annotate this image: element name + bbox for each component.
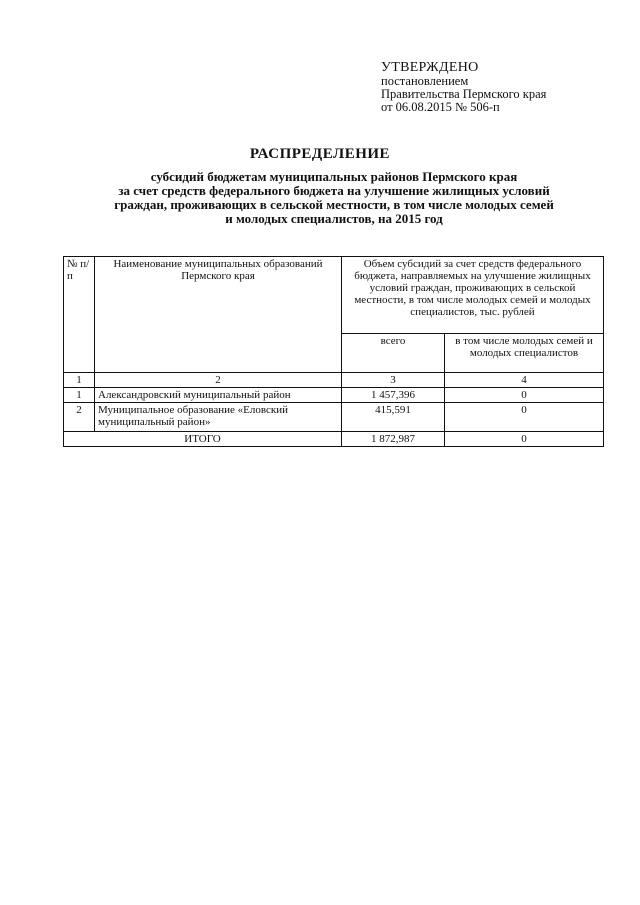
document-subtitle xyxy=(60,170,608,226)
distribution-table xyxy=(63,256,604,447)
approval-line-government: Правительства Пермского края xyxy=(381,87,547,101)
column-number: 4 xyxy=(445,373,604,388)
row-num: 2 xyxy=(64,403,95,432)
row-name: Александровский муниципальный район xyxy=(95,388,342,403)
subtitle-line-3: граждан, проживающих в сельской местности, в том числе молодых семей xyxy=(114,197,554,212)
total-young: 0 xyxy=(445,432,604,447)
row-young: 0 xyxy=(445,388,604,403)
row-total: 1 457,396 xyxy=(342,388,445,403)
table-row xyxy=(64,403,604,432)
header-volume: Объем субсидий за счет средств федерального бюджета, направляемых на улучшение жилищных условий граждан, проживающих в сельской местности, в том числе молодых семей и молодых специалистов, тыс. рублей xyxy=(342,257,604,334)
column-number: 2 xyxy=(95,373,342,388)
column-number: 3 xyxy=(342,373,445,388)
row-young: 0 xyxy=(445,403,604,432)
total-label: ИТОГО xyxy=(64,432,342,447)
column-number: 1 xyxy=(64,373,95,388)
document-title: РАСПРЕДЕЛЕНИЕ xyxy=(249,146,391,162)
row-total: 415,591 xyxy=(342,403,445,432)
subtitle-line-4: и молодых специалистов, на 2015 год xyxy=(225,211,443,226)
column-number-row xyxy=(64,373,604,388)
approval-heading: УТВЕРЖДЕНО xyxy=(381,60,479,75)
row-name: Муниципальное образование «Еловский муниципальный район» xyxy=(95,403,342,432)
table-header-row xyxy=(64,257,604,334)
approval-line-date: от 06.08.2015 № 506-п xyxy=(381,100,500,114)
subtitle-line-1: субсидий бюджетам муниципальных районов Пермского края xyxy=(150,169,518,184)
row-num: 1 xyxy=(64,388,95,403)
table-row xyxy=(64,388,604,403)
header-total: всего xyxy=(342,334,445,373)
subtitle-line-2: за счет средств федерального бюджета на улучшение жилищных условий xyxy=(118,183,550,198)
total-sum: 1 872,987 xyxy=(342,432,445,447)
approval-stamp xyxy=(381,60,621,114)
table-total-row xyxy=(64,432,604,447)
header-name: Наименование муниципальных образований Пермского края xyxy=(95,257,342,373)
header-young: в том числе молодых семей и молодых специалистов xyxy=(445,334,604,373)
header-num: № п/п xyxy=(64,257,95,373)
approval-line-decree: постановлением xyxy=(381,74,469,88)
